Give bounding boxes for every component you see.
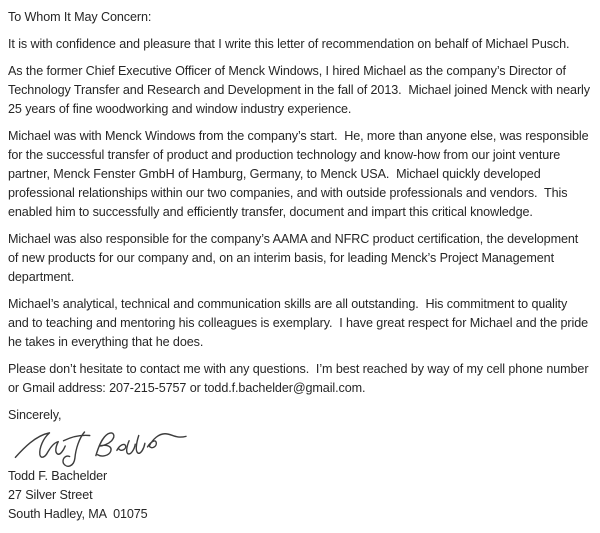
- paragraph-transfer: Michael was with Menck Windows from the company’s start. He, more than anyone else, was responsible for the successful transfer of product and production technology and know-how from our joint venture partner, Menck Fenster GmbH of Hamburg, Germany, to Menck USA. Michael quickly developed professional relationships within our two companies, and with outside professionals and vendors. This enabled him to successfully and efficiently transfer, document and impart this critical knowledge.: [8, 129, 592, 219]
- signature-ink: [2, 425, 202, 467]
- paragraph-intro: It is with confidence and pleasure that I write this letter of recommendation on behalf of Michael Pusch.: [8, 37, 570, 51]
- paragraph-skills: Michael’s analytical, technical and communication skills are all outstanding. His commitment to quality and to teaching and mentoring his colleagues is exemplary. I have great respect for Michael and the pride he takes in everything that he does.: [8, 297, 592, 349]
- signer-address-city: South Hadley, MA 01075: [8, 507, 148, 521]
- paragraph-certification: Michael was also responsible for the company’s AAMA and NFRC product certification, the development of new products for our company and, on an interim basis, for leading Menck’s Project Management department.: [8, 232, 582, 284]
- paragraph-contact: Please don’t hesitate to contact me with any questions. I’m best reached by way of my cell phone number or Gmail address: 207-215-5757 or todd.f.bachelder@gmail.com.: [8, 362, 592, 395]
- paragraph-background: As the former Chief Executive Officer of Menck Windows, I hired Michael as the company’s Director of Technology Transfer and Research and Development in the fall of 2013. Michael joined Menck with nearly 25 years of fine woodworking and window industry experience.: [8, 64, 594, 116]
- handwritten-signature: [2, 425, 590, 467]
- signer-name: Todd F. Bachelder: [8, 469, 108, 483]
- salutation: To Whom It May Concern:: [8, 10, 152, 24]
- closing: Sincerely,: [8, 408, 62, 422]
- signer-address-street: 27 Silver Street: [8, 488, 93, 502]
